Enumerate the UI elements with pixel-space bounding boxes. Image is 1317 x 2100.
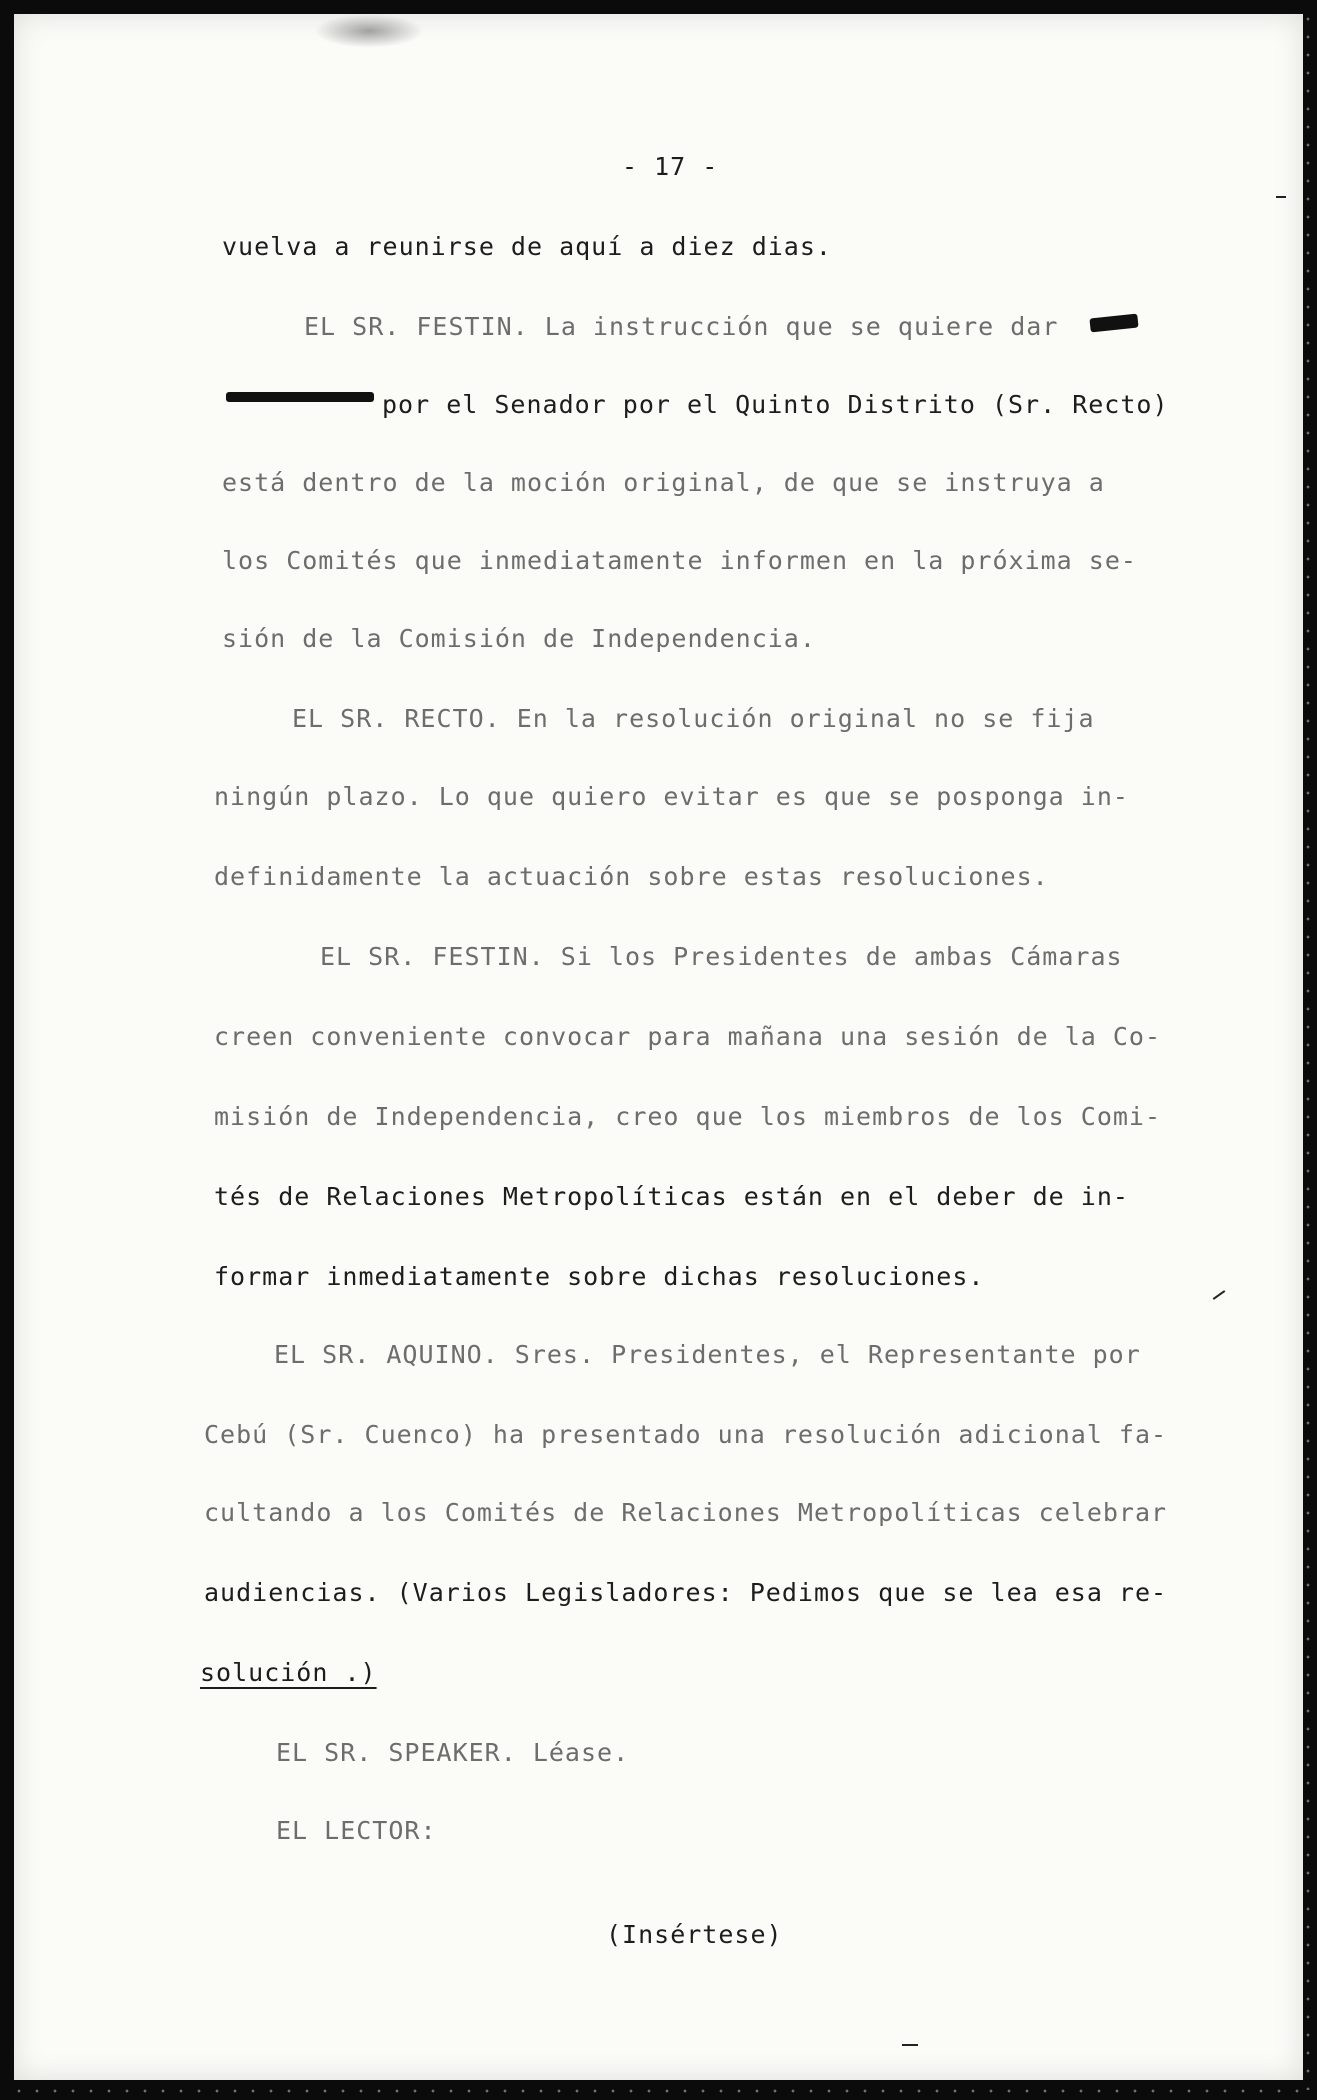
text-line: misión de Independencia, creo que los miembros de los Comi- (214, 1102, 1162, 1131)
margin-mark (1213, 1290, 1226, 1300)
text-line: los Comités que inmediatamente informen en la próxima se- (222, 546, 1137, 575)
text-line: cultando a los Comités de Relaciones Metropolíticas celebrar (204, 1498, 1168, 1527)
text-line: ningún plazo. Lo que quiero evitar es que se posponga in- (214, 782, 1129, 811)
film-edge-right (1303, 10, 1313, 2090)
text-line: por el Senador por el Quinto Distrito (Sr. Recto) (382, 390, 1169, 419)
text-line: formar inmediatamente sobre dichas resoluciones. (214, 1262, 985, 1291)
speaker-line: EL SR. SPEAKER. Léase. (276, 1738, 630, 1767)
speaker-line: EL LECTOR: (276, 1816, 437, 1845)
ink-blot (1089, 314, 1138, 333)
page-number: - 17 - (622, 152, 719, 181)
margin-mark (1276, 196, 1286, 198)
text-line: Cebú (Sr. Cuenco) ha presentado una resolución adicional fa- (204, 1420, 1168, 1449)
speaker-line: EL SR. AQUINO. Sres. Presidentes, el Representante por (274, 1340, 1141, 1369)
text-line: solución .) (200, 1658, 377, 1687)
text-line: creen conveniente convocar para mañana una sesión de la Co- (214, 1022, 1162, 1051)
text-line: sión de la Comisión de Independencia. (222, 624, 816, 653)
document-page (14, 14, 1303, 2080)
film-edge-bottom (10, 2086, 1307, 2096)
strikethrough-mark (226, 392, 374, 402)
speaker-line: EL SR. FESTIN. Si los Presidentes de ambas Cámaras (320, 942, 1123, 971)
text-line: está dentro de la moción original, de que se instruya a (222, 468, 1105, 497)
speaker-line: EL SR. RECTO. En la resolución original no se fija (292, 704, 1095, 733)
speaker-line: EL SR. FESTIN. La instrucción que se quiere dar (304, 312, 1059, 341)
text-line: audiencias. (Varios Legisladores: Pedimos que se lea esa re- (204, 1578, 1168, 1607)
text-line: vuelva a reunirse de aquí a diez dias. (222, 232, 832, 261)
text-line: tés de Relaciones Metropolíticas están en el deber de in- (214, 1182, 1129, 1211)
text-line: definidamente la actuación sobre estas resoluciones. (214, 862, 1049, 891)
insert-note: (Insértese) (606, 1920, 783, 1949)
margin-mark (902, 2044, 918, 2046)
scan-smudge (314, 14, 424, 48)
